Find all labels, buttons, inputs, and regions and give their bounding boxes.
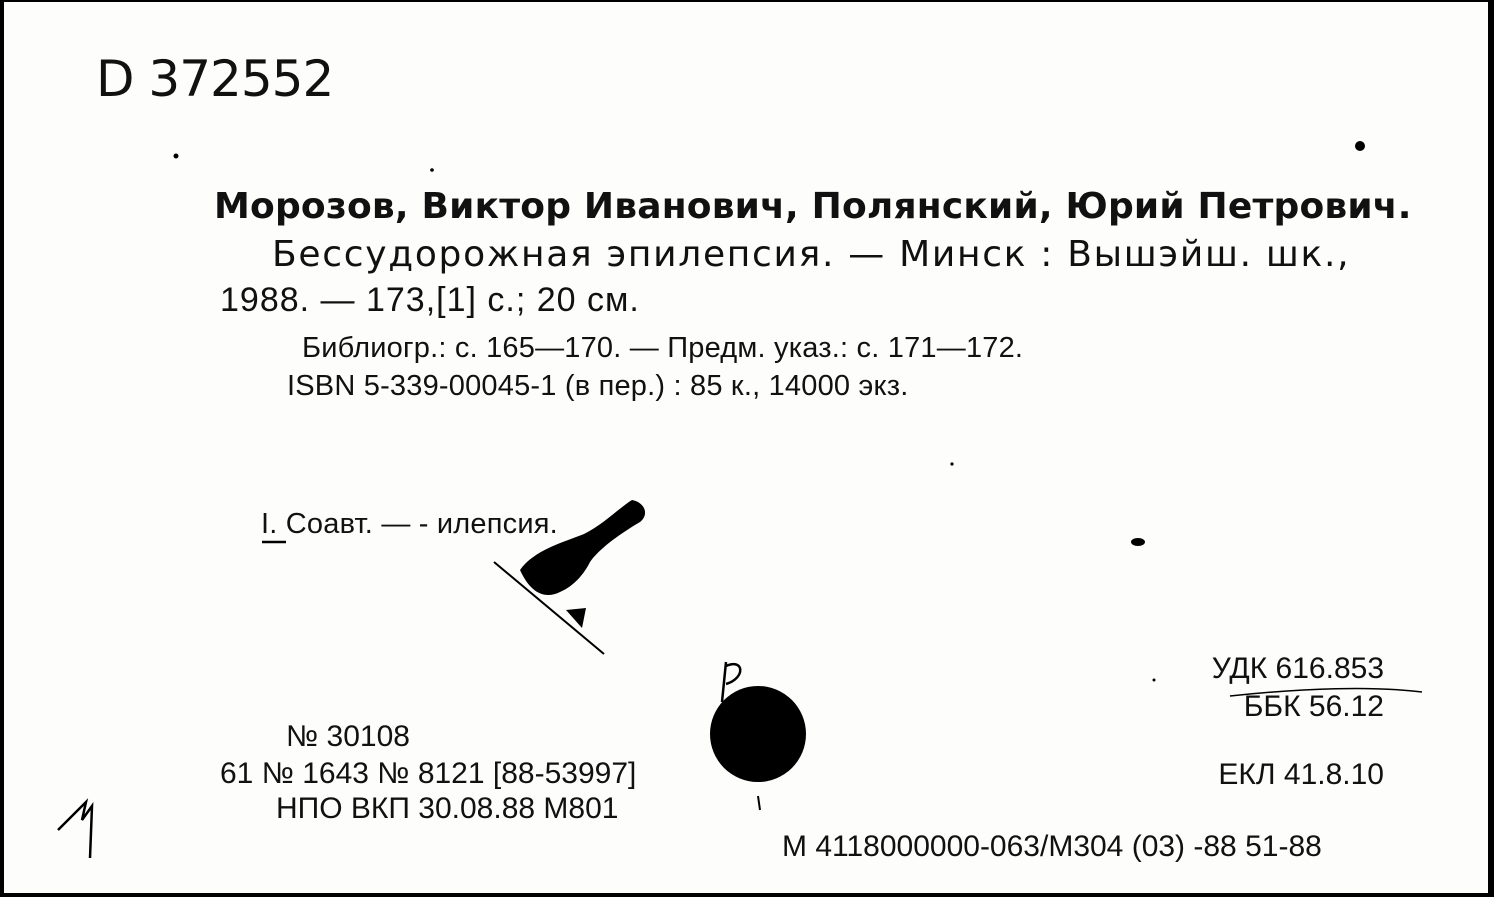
scan-edge [1488,0,1494,897]
catalog-card [4,2,1490,893]
codes-line: 61 № 1643 № 8121 [88-53997] [220,757,637,790]
dot [430,168,434,172]
catalog-number: D 372552 [96,50,334,108]
dot [1153,679,1156,682]
m-code: М 4118000000-063/М304 (03) -88 51-88 [782,830,1322,863]
handwritten-number [58,802,92,858]
organization-line: НПО ВКП 30.08.88 М801 [276,792,619,825]
bbk-code: ББК 56.12 [1243,690,1384,723]
ink-smear [520,500,645,595]
title-line-1: Бессудорожная эпилепсия. — Минск : Вышэйш. шк., [272,234,1351,275]
authors-heading: Морозов, Виктор Иванович, Полянский, Юрий Петрович. [214,186,1412,227]
ekl-code: ЕКЛ 41.8.10 [1218,758,1384,791]
order-number: № 30108 [286,720,410,753]
dot [950,462,953,465]
bibliography-note: Библиогр.: с. 165—170. — Предм. указ.: с. 171—172. [302,332,1024,364]
strike-line [1230,689,1422,696]
dot [1131,538,1145,546]
tracing-line: I. Соавт. — - илепсия. [261,508,558,540]
udk-code: УДК 616.853 [1211,652,1384,685]
dot [174,154,179,159]
title-line-2: 1988. — 173,[1] с.; 20 см. [220,281,640,319]
stroke-mark [758,796,760,810]
ink-marks [4,2,1490,893]
handwritten-mark [722,662,740,702]
dot [1355,141,1365,151]
isbn-line: ISBN 5-339-00045-1 (в пер.) : 85 к., 14000 экз. [287,370,909,402]
